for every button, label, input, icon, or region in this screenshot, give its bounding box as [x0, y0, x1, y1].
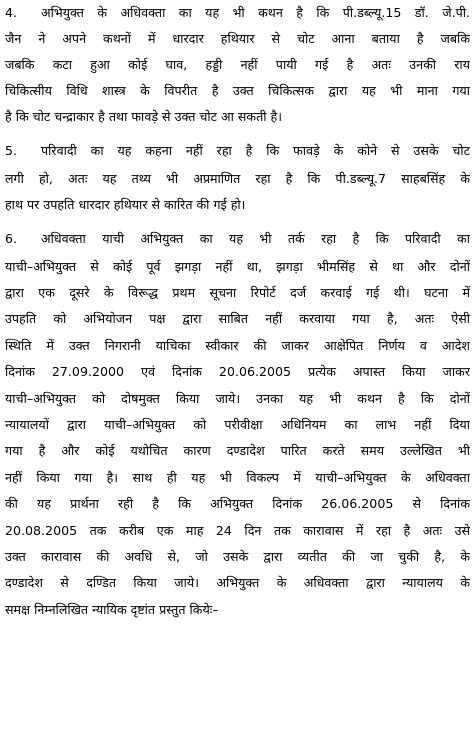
paragraph-6-line-15: समक्ष निम्नलिखित न्यायिक दृष्टांत प्रस्तुत कियेः– — [5, 602, 219, 617]
paragraph-6-line-3: द्वारा एक दूसरे के विरूद्ध प्रथम सूचना रिपोर्ट दर्ज करवाई गई थी। घटना में — [5, 285, 470, 300]
paragraph-6-line-8: न्यायालयों द्वारा याची–अभियुक्त को परीवीक्षा अधिनियम का लाभ नहीं दिया — [5, 417, 470, 432]
paragraph-6-line-13: उक्त कारावास की अवधि से, जो उसके द्वारा व्यतीत की जा चुकी है, के — [5, 549, 470, 564]
paragraph-4-line-3: जबकि कटा हुआ कोई घाव, हड्डी नहीं पायी गई है अतः उनकी राय — [5, 57, 470, 72]
paragraph-6-line-10: नहीं किया गया है। साथ ही यह भी विकल्प में याची–अभियुक्त के अधिवक्ता — [5, 470, 470, 485]
paragraph-text: अभियुक्त के अधिवक्ता का यह भी कथन है कि पी.डब्ल्यू.15 डॉ. जे.पी. — [41, 5, 470, 20]
paragraph-6-line-9: गया है और कोई यथोचित कारण दण्डादेश पारित करते समय उल्लेखित भी — [5, 443, 470, 458]
paragraph-6-line-4: उपहति को अभियोजन पक्ष द्वारा साबित नहीं करवाया गया है, अतः ऐसी — [5, 311, 470, 326]
paragraph-number: 4. — [5, 5, 18, 20]
paragraph-4-line-1 — [5, 2, 470, 24]
paragraph-5-line-1 — [5, 140, 470, 162]
paragraph-6-line-14: दण्डादेश से दण्डित किया जाये। अभियुक्त के अधिवक्ता द्वारा न्यायालय के — [5, 575, 470, 590]
paragraph-number: 5. — [5, 143, 18, 158]
paragraph-6-line-5: स्थिति में उक्त निगरानी याचिका स्वीकार की जाकर आक्षेपित निर्णय व आदेश — [5, 338, 470, 353]
paragraph-6-line-12: 20.08.2005 तक करीब एक माह 24 दिन तक कारावास में रहा है अतः उसे — [5, 523, 470, 538]
paragraph-5-line-2: लगी हो, अतः यह तथ्य भी अप्रमाणित रहा है कि पी.डब्ल्यू.7 साहबसिंह के — [5, 171, 470, 186]
paragraph-6-line-7: याची–अभियुक्त को दोषमुक्त किया जाये। उनका यह भी कथन है कि दोनों — [5, 391, 470, 406]
paragraph-4-line-4: चिकित्सीय विधि शास्त्र के विपरीत है उक्त चिकित्सक द्वारा यह भी माना गया — [5, 83, 470, 98]
paragraph-text: अधिवक्ता याची अभियुक्त का यह भी तर्क रहा है कि परिवादी का — [41, 231, 470, 246]
paragraph-6-line-6: दिनांक 27.09.2000 एवं दिनांक 20.06.2005 प्रत्येक अपास्त किया जाकर — [5, 364, 470, 379]
paragraph-4-line-2: जैन ने अपने कथनों में धारदार हथियार से चोट आना बताया है जबकि — [5, 31, 470, 46]
paragraph-6-line-2: याची–अभियुक्त से कोई पूर्व झगड़ा नहीं था, झगड़ा भीमसिंह से था और दोनों — [5, 259, 470, 274]
paragraph-6-line-11: की यह प्रार्थना रही है कि अभियुक्त दिनांक 26.06.2005 से दिनांक — [5, 496, 470, 511]
paragraph-5-line-3: हाथ पर उपहति धारदार हथियार से कारित की गई हो। — [5, 197, 246, 212]
paragraph-text: परिवादी का यह कहना नहीं रहा है कि फावड़े के कोने से उसके चोट — [41, 143, 470, 158]
paragraph-4-line-5: है कि चोट चन्द्राकार है तथा फावड़े से उक्त चोट आ सकती है। — [5, 109, 282, 124]
paragraph-6-line-1 — [5, 228, 470, 250]
paragraph-number: 6. — [5, 231, 18, 246]
